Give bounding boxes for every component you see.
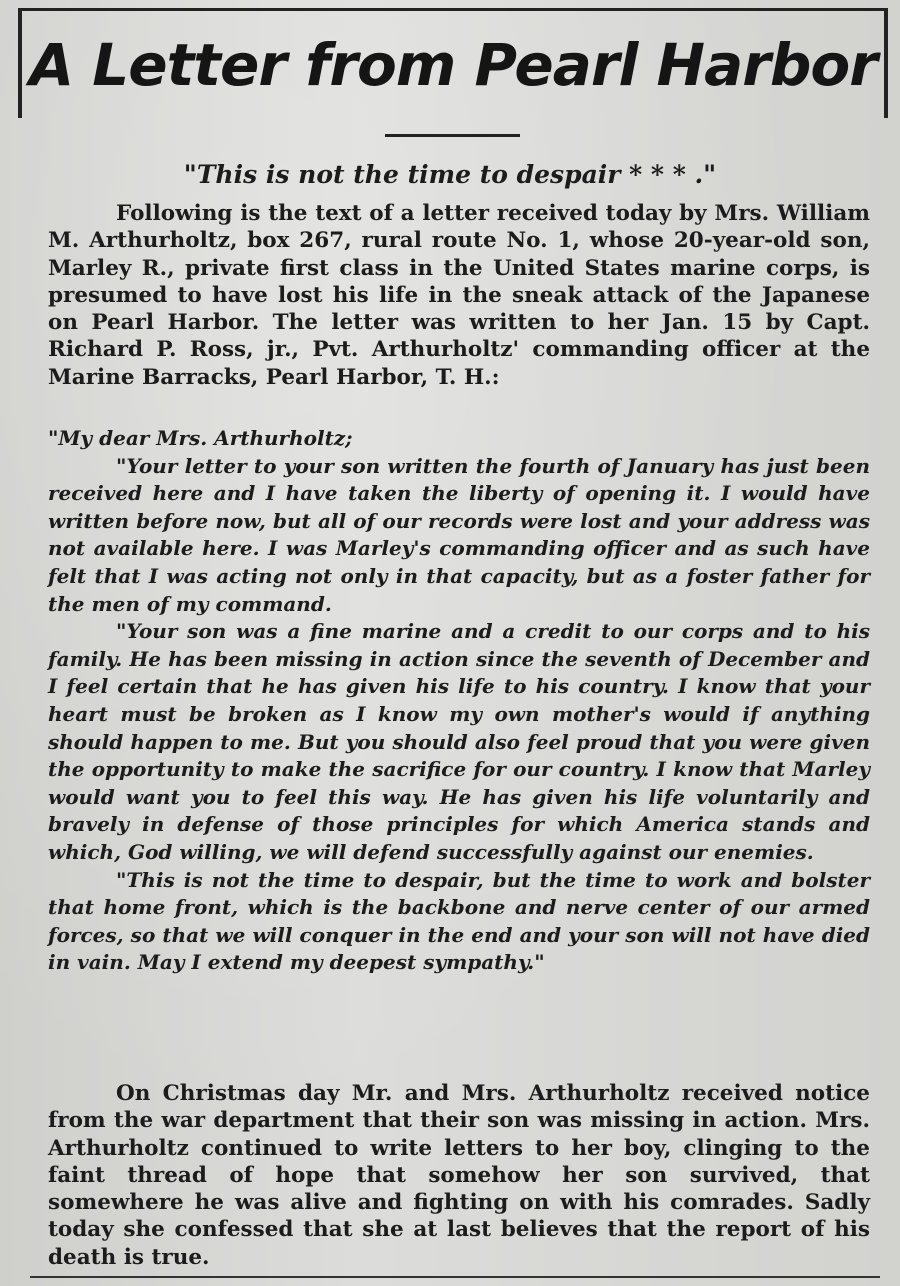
headline-box [18, 8, 888, 118]
bottom-rule [30, 1276, 880, 1278]
closing-text [48, 1080, 870, 1271]
subhead: "This is not the time to despair * * * ." [183, 160, 717, 189]
intro-text [48, 200, 870, 391]
letter-salutation: "My dear Mrs. Arthurholtz; [48, 426, 353, 450]
headline: A Letter from Pearl Harbor [29, 31, 877, 99]
letter-paragraph-1: "Your letter to your son written the fourth of January has just been received here and I have taken the liberty of opening it. I would have written before now, but all of our records were lost and your address was not available here. I was Marley's commanding officer and as such have felt that I was acting not only in that capacity, but as a foster father for the men of my command. [48, 453, 870, 616]
letter-body [48, 425, 870, 977]
letter-paragraph-3: "This is not the time to despair, but the time to work and bolster that home front, which is the backbone and nerve center of our armed forces, so that we will conquer in the end and your son will not have died in vain. May I extend my deepest sympathy." [48, 867, 870, 975]
intro-paragraph: Following is the text of a letter received today by Mrs. William M. Arthurholtz, box 267, rural route No. 1, whose 20-year-old son, Marley R., private first class in the United States marine corps, is presumed to have lost his life in the sneak attack of the Japanese on Pearl Harbor. The letter was written to her Jan. 15 by Capt. Richard P. Ross, jr., Pvt. Arthurholtz' commanding officer at the Marine Barracks, Pearl Harbor, T. H.: [48, 201, 870, 390]
closing-paragraph: On Christmas day Mr. and Mrs. Arthurholtz received notice from the war department that their son was missing in action. Mrs. Arthurholtz continued to write letters to her boy, clinging to the faint thread of hope that somehow her son survived, that somewhere he was alive and fighting on with his comrades. Sadly today she confessed that she at last believes that the report of his death is true. [48, 1081, 870, 1270]
letter-paragraph-2: "Your son was a fine marine and a credit to our corps and to his family. He has been missing in action since the seventh of December and I feel certain that he has given his life to his country. I know that your heart must be broken as I know my own mother's would if anything should happen to me. But you should also feel proud that you were given the opportunity to make the sacrifice for our country. I know that Marley would want you to feel this way. He has given his life voluntarily and bravely in defense of those principles for which America stands and which, God willing, we will defend successfully against our enemies. [48, 619, 870, 864]
headline-divider [385, 134, 520, 137]
